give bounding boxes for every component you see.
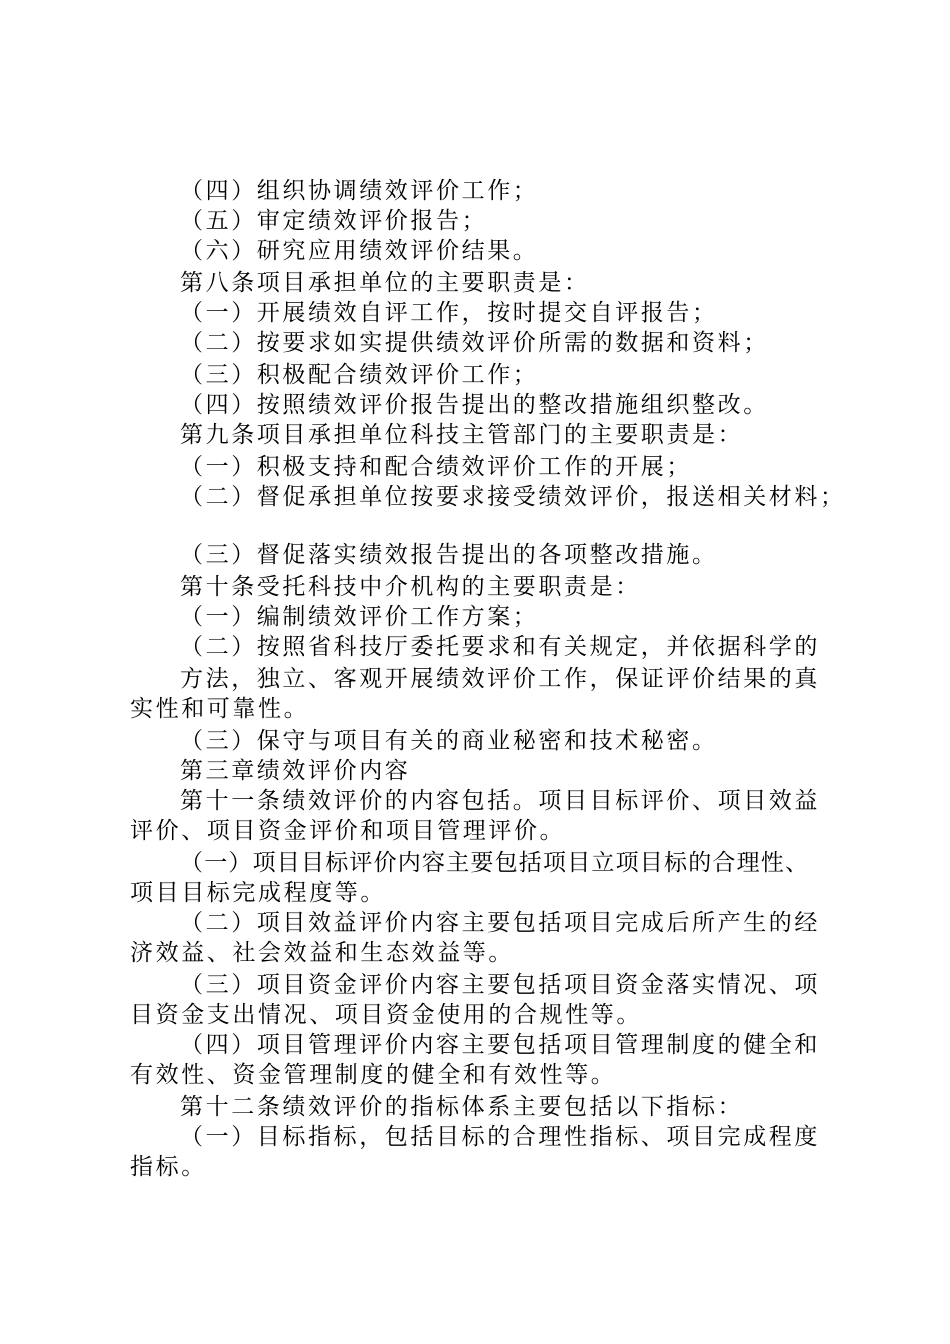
text-line: （四）按照绩效评价报告提出的整改措施组织整改。 [180,392,769,418]
section-heading: 第十条受托科技中介机构的主要职责是： [180,574,641,600]
text-line: （四）组织协调绩效评价工作； [180,178,539,204]
text-line: 目资金支出情况、项目资金使用的合规性等。 [130,1002,642,1028]
text-line: （二）按照省科技厅委托要求和有关规定，并依据科学的 [180,634,820,660]
text-line: 方法，独立、客观开展绩效评价工作，保证评价结果的真 [180,666,820,692]
section-heading: 第八条项目承担单位的主要职责是： [180,270,590,296]
text-line: （三）积极配合绩效评价工作； [180,362,539,388]
text-line: （二）项目效益评价内容主要包括项目完成后所产生的经 [180,910,820,936]
text-line: （一）目标指标，包括目标的合理性指标、项目完成程度 [180,1124,820,1150]
text-line: 指标。 [130,1154,207,1180]
text-line: （四）项目管理评价内容主要包括项目管理制度的健全和 [180,1032,820,1058]
text-line: （一）积极支持和配合绩效评价工作的开展； [180,454,692,480]
text-line: （三）保守与项目有关的商业秘密和技术秘密。 [180,728,718,754]
chapter-heading: 第三章绩效评价内容 [180,758,411,784]
text-line: 评价、项目资金评价和项目管理评价。 [130,818,566,844]
text-line: （一）开展绩效自评工作，按时提交自评报告； [180,300,718,326]
section-heading: 第九条项目承担单位科技主管部门的主要职责是： [180,422,744,448]
text-line: （一）编制绩效评价工作方案； [180,604,539,630]
text-line: 项目目标完成程度等。 [130,880,386,906]
text-line: （六）研究应用绩效评价结果。 [180,238,539,264]
section-heading: 第十一条绩效评价的内容包括。项目目标评价、项目效益 [180,788,820,814]
text-line: （一）项目目标评价内容主要包括项目立项目标的合理性、 [180,850,810,876]
text-line: 有效性、资金管理制度的健全和有效性等。 [130,1062,617,1088]
text-line: 济效益、社会效益和生态效益等。 [130,940,514,966]
text-line: （三）项目资金评价内容主要包括项目资金落实情况、项 [180,972,820,998]
section-heading: 第十二条绩效评价的指标体系主要包括以下指标： [180,1094,744,1120]
text-line: （二）按要求如实提供绩效评价所需的数据和资料； [180,330,769,356]
text-line: （五）审定绩效评价报告； [180,208,488,234]
text-line: （二）督促承担单位按要求接受绩效评价，报送相关材料； [180,484,846,510]
text-line: 实性和可靠性。 [130,696,310,722]
text-line: （三）督促落实绩效报告提出的各项整改措施。 [180,542,718,568]
